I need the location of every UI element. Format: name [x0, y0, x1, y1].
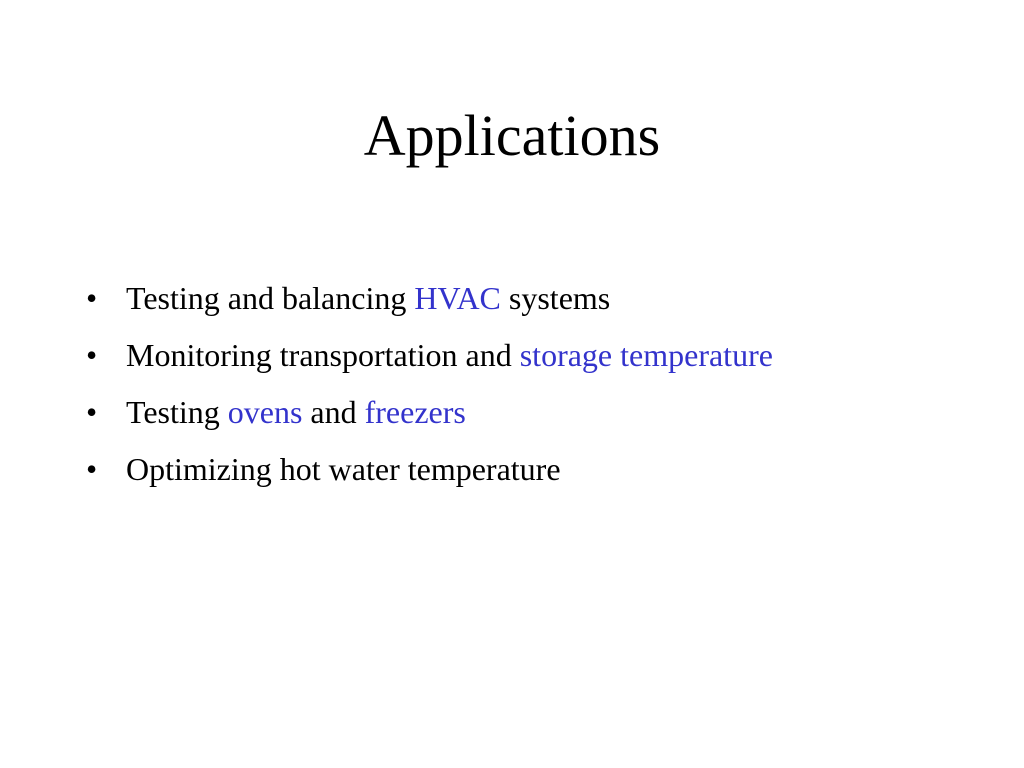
bullet-item-hvac [86, 270, 986, 327]
bullet-text: systems [500, 280, 611, 316]
bullet-text: Monitoring transportation and [126, 337, 520, 373]
bullet-icon: • [86, 451, 98, 487]
bullet-item-hot-water [86, 441, 986, 498]
bullet-icon: • [86, 280, 98, 316]
bullet-list [86, 270, 986, 498]
hyperlink-hvac[interactable]: HVAC [414, 280, 501, 316]
hyperlink-ovens[interactable]: ovens [227, 394, 303, 430]
bullet-icon: • [86, 337, 98, 373]
bullet-text: and [302, 394, 365, 430]
bullet-item-ovens-freezers [86, 384, 986, 441]
bullet-item-monitoring [86, 327, 986, 384]
slide-title: Applications [363, 103, 661, 168]
bullet-icon: • [86, 394, 98, 430]
hyperlink-storage-temperature[interactable]: storage temperature [519, 337, 773, 373]
hyperlink-freezers[interactable]: freezers [364, 394, 466, 430]
bullet-text: Testing [126, 394, 228, 430]
bullet-text: Testing and balancing [126, 280, 415, 316]
bullet-text: Optimizing hot water temperature [126, 451, 561, 487]
